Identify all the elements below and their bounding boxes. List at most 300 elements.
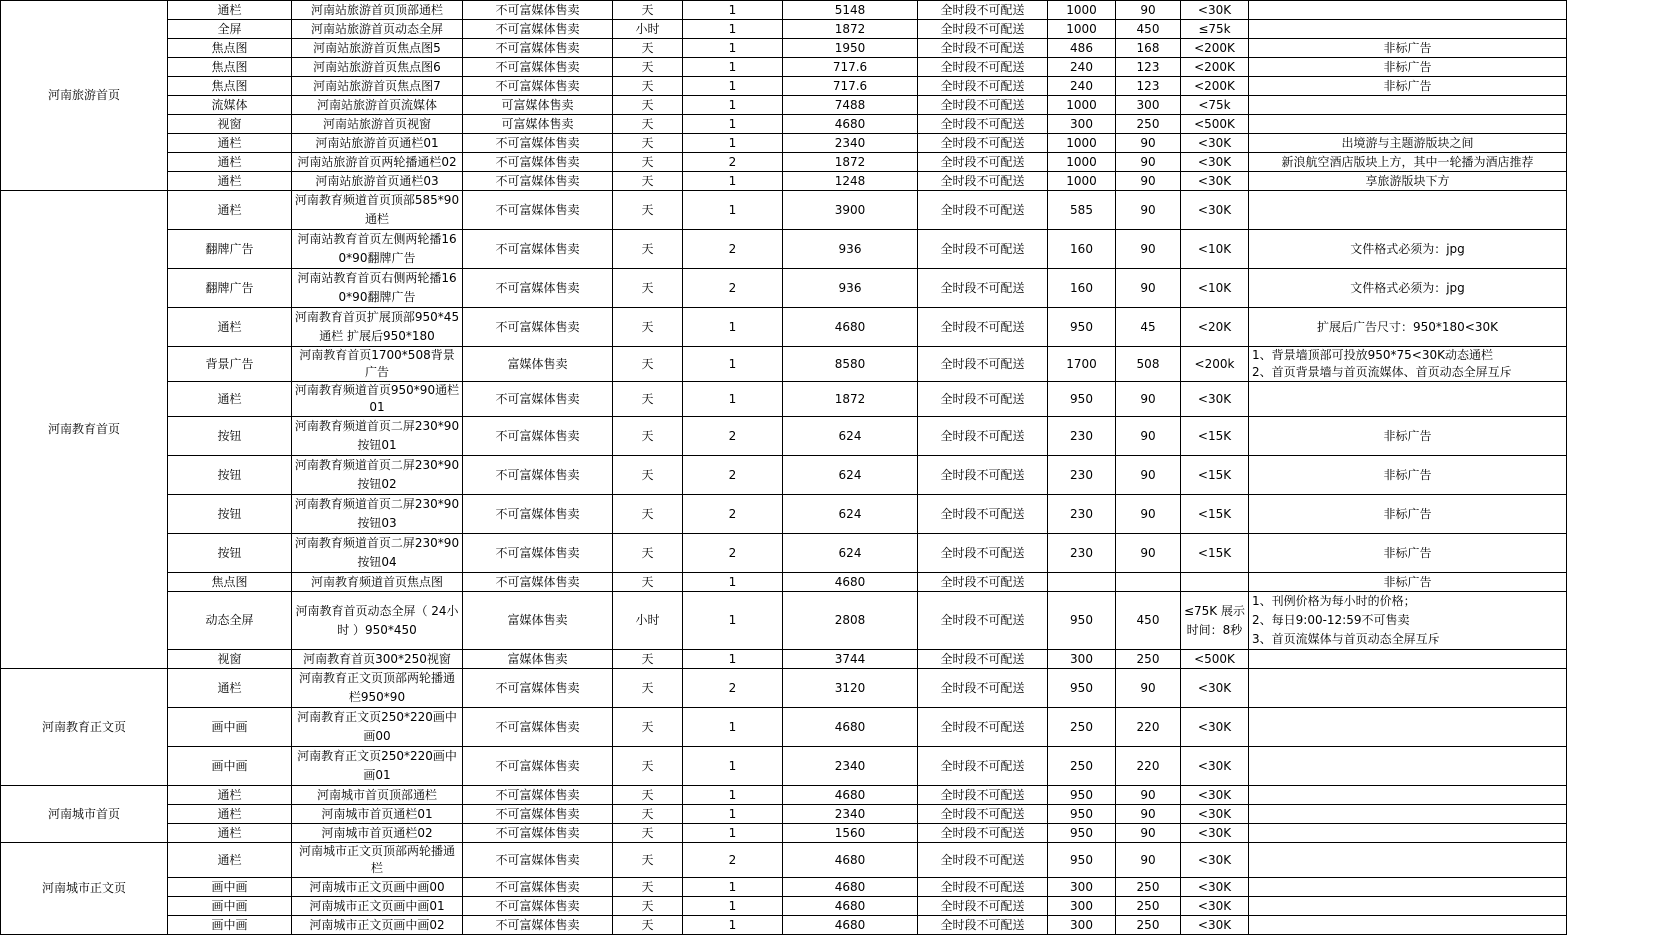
delivery-cell: 全时段不可配送	[918, 592, 1048, 650]
format-cell: 视窗	[168, 115, 292, 134]
unit-cell: 小时	[613, 592, 683, 650]
height-cell: 90	[1116, 495, 1181, 534]
rich-media-cell: 不可富媒体售卖	[463, 534, 613, 573]
rich-media-cell: 不可富媒体售卖	[463, 269, 613, 308]
unit-cell: 天	[613, 269, 683, 308]
height-cell: 250	[1116, 916, 1181, 935]
position-cell: 河南教育频道首页二屏230*90按钮03	[292, 495, 463, 534]
unit-cell: 天	[613, 417, 683, 456]
rotation-cell: 2	[683, 269, 783, 308]
file-size-cell: <10K	[1181, 230, 1249, 269]
delivery-cell: 全时段不可配送	[918, 897, 1048, 916]
rich-media-cell: 不可富媒体售卖	[463, 172, 613, 191]
file-size-cell: <30K	[1181, 669, 1249, 708]
price-cell: 3900	[783, 191, 918, 230]
position-cell: 河南站旅游首页流媒体	[292, 96, 463, 115]
delivery-cell: 全时段不可配送	[918, 650, 1048, 669]
format-cell: 焦点图	[168, 39, 292, 58]
height-cell: 90	[1116, 230, 1181, 269]
rotation-cell: 1	[683, 115, 783, 134]
price-cell: 5148	[783, 1, 918, 20]
format-cell: 通栏	[168, 1, 292, 20]
delivery-cell: 全时段不可配送	[918, 669, 1048, 708]
file-size-cell: <30K	[1181, 786, 1249, 805]
position-cell: 河南站教育首页左侧两轮播160*90翻牌广告	[292, 230, 463, 269]
rich-media-cell: 不可富媒体售卖	[463, 916, 613, 935]
format-cell: 视窗	[168, 650, 292, 669]
unit-cell: 天	[613, 382, 683, 417]
note-cell	[1249, 805, 1567, 824]
rotation-cell: 1	[683, 805, 783, 824]
price-cell: 4680	[783, 843, 918, 878]
table-row	[1, 650, 1567, 669]
height-cell: 90	[1116, 1, 1181, 20]
height-cell: 90	[1116, 534, 1181, 573]
rich-media-cell: 不可富媒体售卖	[463, 77, 613, 96]
rotation-cell: 2	[683, 669, 783, 708]
price-cell: 1872	[783, 20, 918, 39]
price-cell: 717.6	[783, 77, 918, 96]
rotation-cell: 2	[683, 456, 783, 495]
height-cell: 220	[1116, 708, 1181, 747]
rotation-cell: 2	[683, 843, 783, 878]
format-cell: 通栏	[168, 191, 292, 230]
table-row	[1, 669, 1567, 708]
format-cell: 通栏	[168, 153, 292, 172]
height-cell: 90	[1116, 153, 1181, 172]
table-row	[1, 805, 1567, 824]
height-cell: 90	[1116, 786, 1181, 805]
note-cell	[1249, 669, 1567, 708]
rich-media-cell: 不可富媒体售卖	[463, 153, 613, 172]
note-cell: 文件格式必须为：jpg	[1249, 269, 1567, 308]
position-cell: 河南站旅游首页焦点图7	[292, 77, 463, 96]
unit-cell: 天	[613, 669, 683, 708]
file-size-cell: <15K	[1181, 456, 1249, 495]
position-cell: 河南站旅游首页视窗	[292, 115, 463, 134]
file-size-cell: <30K	[1181, 824, 1249, 843]
note-cell	[1249, 115, 1567, 134]
position-cell: 河南站教育首页右侧两轮播160*90翻牌广告	[292, 269, 463, 308]
format-cell: 按钮	[168, 495, 292, 534]
delivery-cell: 全时段不可配送	[918, 347, 1048, 382]
position-cell: 河南教育频道首页二屏230*90按钮04	[292, 534, 463, 573]
format-cell: 通栏	[168, 786, 292, 805]
rotation-cell: 1	[683, 916, 783, 935]
rich-media-cell: 不可富媒体售卖	[463, 805, 613, 824]
table-row	[1, 417, 1567, 456]
note-cell: 非标广告	[1249, 39, 1567, 58]
unit-cell: 天	[613, 495, 683, 534]
note-cell	[1249, 843, 1567, 878]
price-cell: 2340	[783, 134, 918, 153]
delivery-cell: 全时段不可配送	[918, 58, 1048, 77]
height-cell: 508	[1116, 347, 1181, 382]
page-name-cell: 河南教育首页	[1, 191, 168, 669]
file-size-cell: <30K	[1181, 878, 1249, 897]
note-cell	[1249, 897, 1567, 916]
unit-cell: 天	[613, 134, 683, 153]
position-cell: 河南站旅游首页动态全屏	[292, 20, 463, 39]
note-cell: 1、背景墙顶部可投放950*75<30K动态通栏 2、首页背景墙与首页流媒体、首页动态全屏互斥	[1249, 347, 1567, 382]
table-row	[1, 1, 1567, 20]
width-cell: 240	[1048, 77, 1116, 96]
position-cell: 河南教育正文页顶部两轮播通栏950*90	[292, 669, 463, 708]
unit-cell: 天	[613, 878, 683, 897]
page-name-cell: 河南城市正文页	[1, 843, 168, 935]
file-size-cell: <30K	[1181, 153, 1249, 172]
position-cell: 河南城市首页顶部通栏	[292, 786, 463, 805]
delivery-cell: 全时段不可配送	[918, 172, 1048, 191]
format-cell: 全屏	[168, 20, 292, 39]
width-cell: 1000	[1048, 153, 1116, 172]
format-cell: 画中画	[168, 897, 292, 916]
table-row	[1, 39, 1567, 58]
file-size-cell: <200K	[1181, 39, 1249, 58]
format-cell: 动态全屏	[168, 592, 292, 650]
price-cell: 4680	[783, 916, 918, 935]
rotation-cell: 1	[683, 77, 783, 96]
width-cell: 950	[1048, 786, 1116, 805]
position-cell: 河南站旅游首页通栏01	[292, 134, 463, 153]
file-size-cell: <15K	[1181, 495, 1249, 534]
price-cell: 1560	[783, 824, 918, 843]
note-cell: 非标广告	[1249, 573, 1567, 592]
rotation-cell: 1	[683, 308, 783, 347]
table-row	[1, 592, 1567, 650]
height-cell: 168	[1116, 39, 1181, 58]
height-cell: 90	[1116, 456, 1181, 495]
delivery-cell: 全时段不可配送	[918, 495, 1048, 534]
height-cell: 90	[1116, 843, 1181, 878]
price-cell: 7488	[783, 96, 918, 115]
width-cell: 1000	[1048, 96, 1116, 115]
height-cell: 123	[1116, 77, 1181, 96]
unit-cell: 天	[613, 347, 683, 382]
width-cell: 486	[1048, 39, 1116, 58]
file-size-cell: <30K	[1181, 708, 1249, 747]
file-size-cell: <30K	[1181, 134, 1249, 153]
height-cell: 300	[1116, 96, 1181, 115]
rich-media-cell: 不可富媒体售卖	[463, 708, 613, 747]
rotation-cell: 1	[683, 650, 783, 669]
note-cell	[1249, 1, 1567, 20]
format-cell: 通栏	[168, 172, 292, 191]
delivery-cell: 全时段不可配送	[918, 230, 1048, 269]
file-size-cell: <500K	[1181, 115, 1249, 134]
page-name-cell: 河南城市首页	[1, 786, 168, 843]
note-cell	[1249, 878, 1567, 897]
file-size-cell: <30K	[1181, 897, 1249, 916]
rotation-cell: 2	[683, 534, 783, 573]
unit-cell: 天	[613, 708, 683, 747]
position-cell: 河南城市正文页画中画00	[292, 878, 463, 897]
note-cell: 扩展后广告尺寸：950*180<30K	[1249, 308, 1567, 347]
table-row	[1, 308, 1567, 347]
unit-cell: 天	[613, 573, 683, 592]
rich-media-cell: 不可富媒体售卖	[463, 897, 613, 916]
rich-media-cell: 不可富媒体售卖	[463, 878, 613, 897]
rotation-cell: 1	[683, 897, 783, 916]
price-cell: 624	[783, 417, 918, 456]
format-cell: 焦点图	[168, 58, 292, 77]
price-cell: 1950	[783, 39, 918, 58]
table-row	[1, 230, 1567, 269]
position-cell: 河南站旅游首页两轮播通栏02	[292, 153, 463, 172]
price-cell: 4680	[783, 897, 918, 916]
width-cell: 300	[1048, 115, 1116, 134]
note-cell: 非标广告	[1249, 456, 1567, 495]
position-cell: 河南教育首页扩展顶部950*45通栏 扩展后950*180	[292, 308, 463, 347]
file-size-cell: <200K	[1181, 77, 1249, 96]
price-cell: 4680	[783, 308, 918, 347]
file-size-cell: <30K	[1181, 843, 1249, 878]
note-cell	[1249, 824, 1567, 843]
width-cell: 300	[1048, 878, 1116, 897]
note-cell: 享旅游版块下方	[1249, 172, 1567, 191]
position-cell: 河南站旅游首页顶部通栏	[292, 1, 463, 20]
file-size-cell: <30K	[1181, 805, 1249, 824]
width-cell: 950	[1048, 382, 1116, 417]
file-size-cell: <500K	[1181, 650, 1249, 669]
position-cell: 河南城市正文页画中画02	[292, 916, 463, 935]
position-cell: 河南教育频道首页950*90通栏01	[292, 382, 463, 417]
rich-media-cell: 不可富媒体售卖	[463, 191, 613, 230]
position-cell: 河南城市首页通栏01	[292, 805, 463, 824]
rotation-cell: 1	[683, 191, 783, 230]
note-cell	[1249, 747, 1567, 786]
unit-cell: 天	[613, 230, 683, 269]
table-row	[1, 878, 1567, 897]
delivery-cell: 全时段不可配送	[918, 269, 1048, 308]
note-cell: 出境游与主题游版块之间	[1249, 134, 1567, 153]
position-cell: 河南城市首页通栏02	[292, 824, 463, 843]
format-cell: 画中画	[168, 916, 292, 935]
rich-media-cell: 可富媒体售卖	[463, 115, 613, 134]
width-cell: 950	[1048, 592, 1116, 650]
table-row	[1, 824, 1567, 843]
table-row	[1, 534, 1567, 573]
unit-cell: 天	[613, 824, 683, 843]
width-cell: 240	[1048, 58, 1116, 77]
table-row	[1, 495, 1567, 534]
format-cell: 画中画	[168, 878, 292, 897]
table-row	[1, 58, 1567, 77]
rotation-cell: 1	[683, 382, 783, 417]
price-cell: 2340	[783, 805, 918, 824]
height-cell: 90	[1116, 824, 1181, 843]
position-cell: 河南站旅游首页焦点图6	[292, 58, 463, 77]
file-size-cell: <200K	[1181, 58, 1249, 77]
height-cell: 90	[1116, 805, 1181, 824]
table-row	[1, 77, 1567, 96]
delivery-cell: 全时段不可配送	[918, 308, 1048, 347]
width-cell: 300	[1048, 897, 1116, 916]
delivery-cell: 全时段不可配送	[918, 20, 1048, 39]
note-cell	[1249, 20, 1567, 39]
width-cell: 250	[1048, 747, 1116, 786]
unit-cell: 天	[613, 843, 683, 878]
rich-media-cell: 不可富媒体售卖	[463, 824, 613, 843]
price-cell: 936	[783, 269, 918, 308]
delivery-cell: 全时段不可配送	[918, 824, 1048, 843]
delivery-cell: 全时段不可配送	[918, 786, 1048, 805]
rich-media-cell: 富媒体售卖	[463, 347, 613, 382]
delivery-cell: 全时段不可配送	[918, 805, 1048, 824]
unit-cell: 天	[613, 650, 683, 669]
rich-media-cell: 不可富媒体售卖	[463, 417, 613, 456]
price-cell: 1872	[783, 382, 918, 417]
price-cell: 4680	[783, 786, 918, 805]
file-size-cell: <30K	[1181, 916, 1249, 935]
delivery-cell: 全时段不可配送	[918, 134, 1048, 153]
delivery-cell: 全时段不可配送	[918, 456, 1048, 495]
table-row	[1, 456, 1567, 495]
height-cell: 90	[1116, 191, 1181, 230]
width-cell: 950	[1048, 669, 1116, 708]
width-cell: 300	[1048, 916, 1116, 935]
rich-media-cell: 不可富媒体售卖	[463, 230, 613, 269]
height-cell: 250	[1116, 878, 1181, 897]
width-cell: 1700	[1048, 347, 1116, 382]
unit-cell: 天	[613, 58, 683, 77]
rotation-cell: 1	[683, 824, 783, 843]
unit-cell: 天	[613, 916, 683, 935]
note-cell: 非标广告	[1249, 534, 1567, 573]
page-name-cell: 河南教育正文页	[1, 669, 168, 786]
price-cell: 624	[783, 456, 918, 495]
width-cell: 230	[1048, 417, 1116, 456]
note-cell	[1249, 191, 1567, 230]
page-name-cell: 河南旅游首页	[1, 1, 168, 191]
table-row	[1, 96, 1567, 115]
note-cell: 非标广告	[1249, 417, 1567, 456]
height-cell: 45	[1116, 308, 1181, 347]
note-cell	[1249, 786, 1567, 805]
unit-cell: 天	[613, 1, 683, 20]
position-cell: 河南教育正文页250*220画中画01	[292, 747, 463, 786]
rotation-cell: 1	[683, 573, 783, 592]
unit-cell: 天	[613, 308, 683, 347]
file-size-cell: <200k	[1181, 347, 1249, 382]
rotation-cell: 1	[683, 134, 783, 153]
unit-cell: 天	[613, 534, 683, 573]
delivery-cell: 全时段不可配送	[918, 96, 1048, 115]
table-row	[1, 382, 1567, 417]
table-row	[1, 747, 1567, 786]
note-cell: 非标广告	[1249, 58, 1567, 77]
delivery-cell: 全时段不可配送	[918, 382, 1048, 417]
table-row	[1, 347, 1567, 382]
height-cell: 123	[1116, 58, 1181, 77]
rich-media-cell: 不可富媒体售卖	[463, 456, 613, 495]
table-row	[1, 897, 1567, 916]
height-cell: 250	[1116, 115, 1181, 134]
unit-cell: 天	[613, 897, 683, 916]
width-cell: 1000	[1048, 134, 1116, 153]
rotation-cell: 1	[683, 96, 783, 115]
note-cell	[1249, 96, 1567, 115]
price-cell: 2808	[783, 592, 918, 650]
table-row	[1, 20, 1567, 39]
note-cell: 文件格式必须为：jpg	[1249, 230, 1567, 269]
height-cell: 90	[1116, 172, 1181, 191]
position-cell: 河南站旅游首页通栏03	[292, 172, 463, 191]
rich-media-cell: 不可富媒体售卖	[463, 134, 613, 153]
unit-cell: 小时	[613, 20, 683, 39]
unit-cell: 天	[613, 153, 683, 172]
price-cell: 1872	[783, 153, 918, 172]
height-cell: 90	[1116, 134, 1181, 153]
note-cell: 非标广告	[1249, 495, 1567, 534]
position-cell: 河南城市正文页画中画01	[292, 897, 463, 916]
format-cell: 焦点图	[168, 77, 292, 96]
width-cell: 230	[1048, 456, 1116, 495]
unit-cell: 天	[613, 115, 683, 134]
width-cell: 950	[1048, 843, 1116, 878]
file-size-cell: <75k	[1181, 96, 1249, 115]
file-size-cell: ≤75k	[1181, 20, 1249, 39]
table-row	[1, 916, 1567, 935]
table-row	[1, 134, 1567, 153]
width-cell: 1000	[1048, 172, 1116, 191]
format-cell: 通栏	[168, 134, 292, 153]
file-size-cell: <10K	[1181, 269, 1249, 308]
height-cell	[1116, 573, 1181, 592]
height-cell: 450	[1116, 592, 1181, 650]
note-cell	[1249, 916, 1567, 935]
unit-cell: 天	[613, 805, 683, 824]
rotation-cell: 2	[683, 230, 783, 269]
position-cell: 河南站旅游首页焦点图5	[292, 39, 463, 58]
price-cell: 4680	[783, 878, 918, 897]
unit-cell: 天	[613, 747, 683, 786]
delivery-cell: 全时段不可配送	[918, 191, 1048, 230]
height-cell: 220	[1116, 747, 1181, 786]
format-cell: 通栏	[168, 843, 292, 878]
width-cell: 300	[1048, 650, 1116, 669]
price-cell: 936	[783, 230, 918, 269]
format-cell: 通栏	[168, 308, 292, 347]
table-row	[1, 843, 1567, 878]
position-cell: 河南教育频道首页二屏230*90按钮02	[292, 456, 463, 495]
price-cell: 4680	[783, 115, 918, 134]
table-row	[1, 708, 1567, 747]
price-cell: 717.6	[783, 58, 918, 77]
unit-cell: 天	[613, 77, 683, 96]
position-cell: 河南教育频道首页二屏230*90按钮01	[292, 417, 463, 456]
rich-media-cell: 不可富媒体售卖	[463, 786, 613, 805]
delivery-cell: 全时段不可配送	[918, 708, 1048, 747]
rich-media-cell: 不可富媒体售卖	[463, 58, 613, 77]
format-cell: 翻牌广告	[168, 269, 292, 308]
file-size-cell: ≤75K 展示时间：8秒	[1181, 592, 1249, 650]
unit-cell: 天	[613, 96, 683, 115]
width-cell: 950	[1048, 805, 1116, 824]
rotation-cell: 1	[683, 592, 783, 650]
height-cell: 90	[1116, 669, 1181, 708]
unit-cell: 天	[613, 172, 683, 191]
unit-cell: 天	[613, 786, 683, 805]
width-cell: 950	[1048, 308, 1116, 347]
note-cell: 1、刊例价格为每小时的价格； 2、每日9:00-12:59不可售卖 3、首页流媒体与首页动态全屏互斥	[1249, 592, 1567, 650]
price-cell: 4680	[783, 573, 918, 592]
rich-media-cell: 不可富媒体售卖	[463, 747, 613, 786]
width-cell: 230	[1048, 534, 1116, 573]
format-cell: 背景广告	[168, 347, 292, 382]
rich-media-cell: 不可富媒体售卖	[463, 843, 613, 878]
note-cell	[1249, 708, 1567, 747]
